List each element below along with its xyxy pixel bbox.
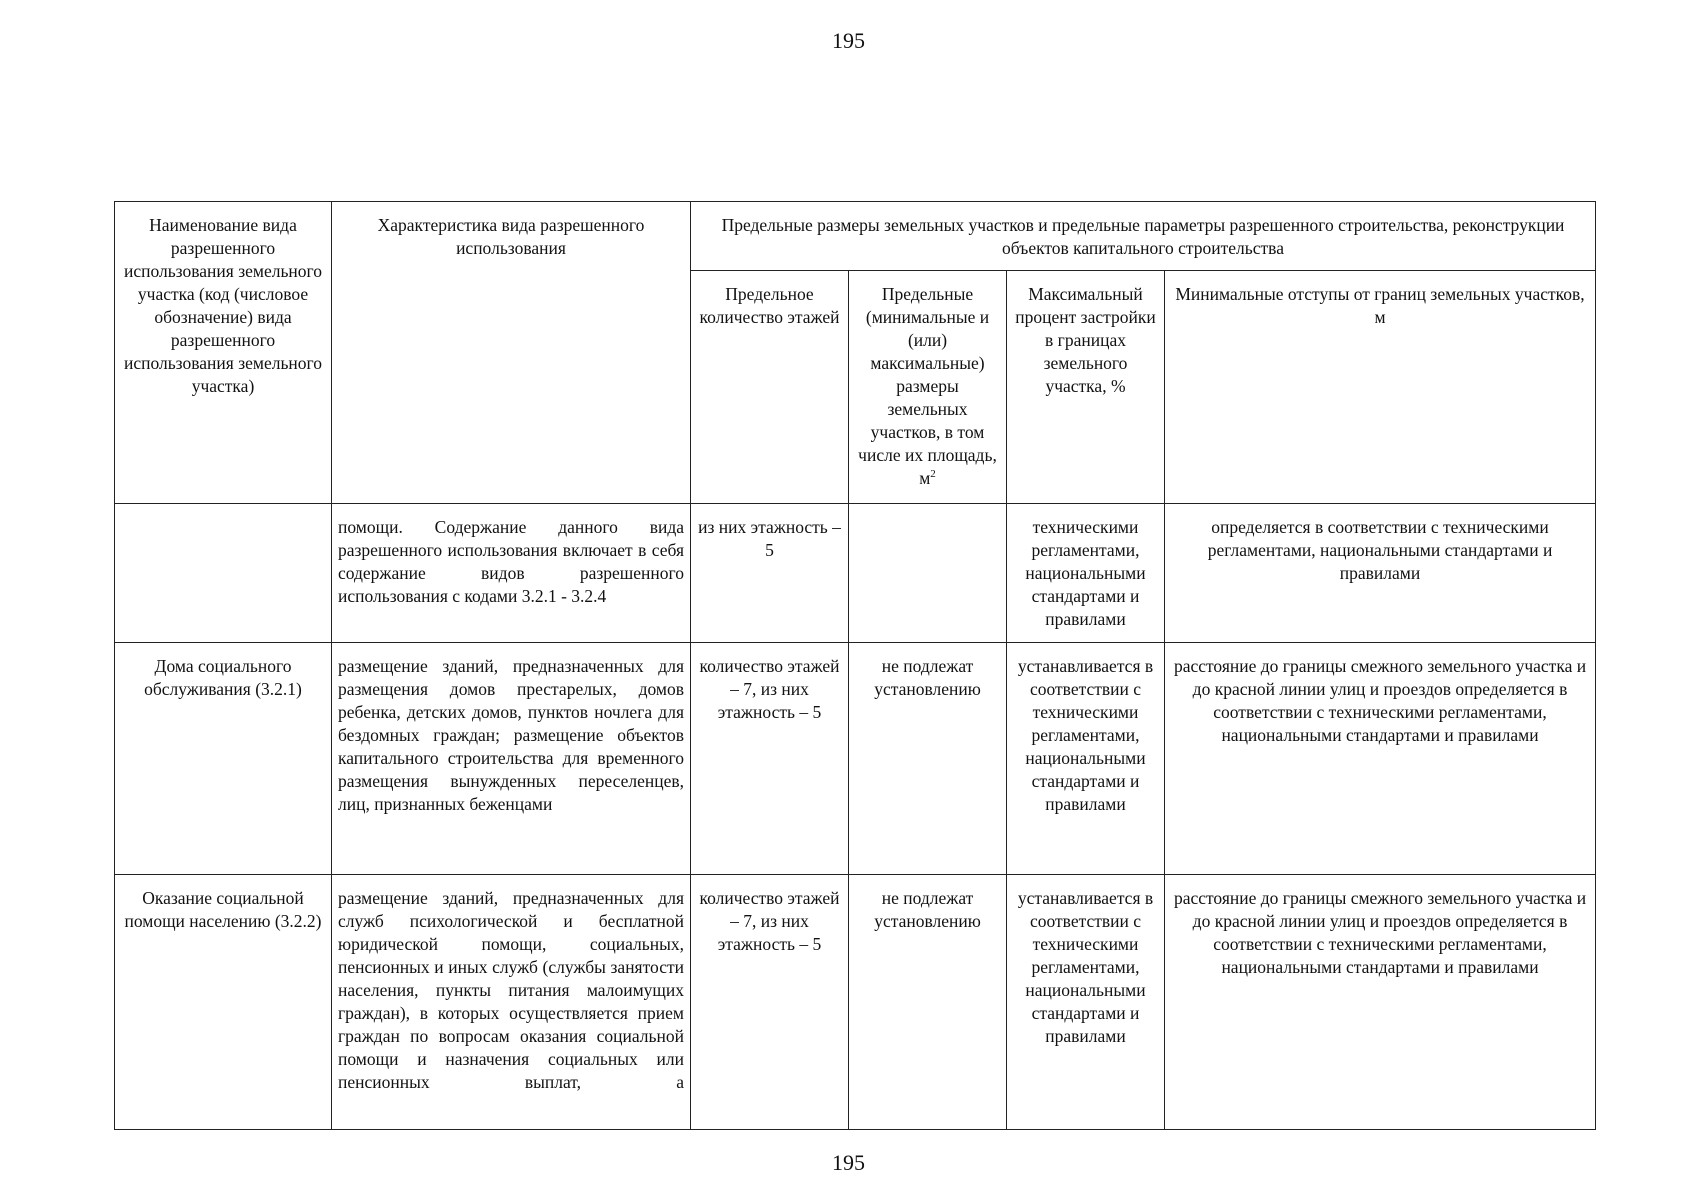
row-characteristic: размещение зданий, предназначенных для служб психологической и бесплатной юридической помощи, социальных, пенсионных и иных служб (службы занятости населения, пункты питания малоимущих граждан), в которых осуществляется прием граждан по вопросам оказания социальной помощи и назначения социальных или пенсионных выплат, а <box>332 875 691 1130</box>
table-row <box>115 875 1596 1130</box>
row-setback: определяется в соответствии с техническими регламентами, национальными стандартами и правилами <box>1165 504 1596 643</box>
header-percent: Максимальный процент застройки в границах земельного участка, % <box>1007 271 1165 504</box>
row-percent: устанавливается в соответствии с техническими регламентами, национальными стандартами и правилами <box>1007 875 1165 1130</box>
row-sizes: не подлежат установлению <box>849 875 1007 1130</box>
row-floors: количество этажей – 7, из них этажность – 5 <box>691 643 849 875</box>
row-sizes <box>849 504 1007 643</box>
row-characteristic: помощи. Содержание данного вида разрешенного использования включает в себя содержание видов разрешенного использования с кодами 3.2.1 - 3.2.4 <box>332 504 691 643</box>
table-row <box>115 643 1596 875</box>
row-setback: расстояние до границы смежного земельного участка и до красной линии улиц и проездов определяется в соответствии с техническими регламентами, национальными стандартами и правилами <box>1165 643 1596 875</box>
row-name: Дома социального обслуживания (3.2.1) <box>115 643 332 875</box>
header-row-1 <box>115 202 1596 271</box>
header-floors: Предельное количество этажей <box>691 271 849 504</box>
header-setback: Минимальные отступы от границ земельных участков, м <box>1165 271 1596 504</box>
row-setback: расстояние до границы смежного земельного участка и до красной линии улиц и проездов определяется в соответствии с техническими регламентами, национальными стандартами и правилами <box>1165 875 1596 1130</box>
row-floors: из них этажность – 5 <box>691 504 849 643</box>
header-name: Наименование вида разрешенного использования земельного участка (код (числовое обозначение) вида разрешенного использования земельного участка) <box>115 202 332 504</box>
page-number-top: 195 <box>832 28 865 53</box>
header-sizes <box>849 271 1007 504</box>
row-percent: техническими регламентами, национальными стандартами и правилами <box>1007 504 1165 643</box>
row-name <box>115 504 332 643</box>
row-name: Оказание социальной помощи населению (3.2.2) <box>115 875 332 1130</box>
page-number-bottom: 195 <box>832 1150 865 1175</box>
header-sizes-sup: 2 <box>930 468 936 481</box>
header-limits-group: Предельные размеры земельных участков и предельные параметры разрешенного строительства, реконструкции объектов капитального строительства <box>691 202 1596 271</box>
table-row <box>115 504 1596 643</box>
regulations-table <box>114 201 1596 1130</box>
row-characteristic: размещение зданий, предназначенных для размещения домов престарелых, домов ребенка, детских домов, пунктов ночлега для бездомных граждан; размещение объектов капитального строительства для временного размещения вынужденных переселенцев, лиц, признанных беженцами <box>332 643 691 875</box>
row-floors: количество этажей – 7, из них этажность – 5 <box>691 875 849 1130</box>
row-percent: устанавливается в соответствии с техническими регламентами, национальными стандартами и правилами <box>1007 643 1165 875</box>
header-characteristic: Характеристика вида разрешенного использования <box>332 202 691 504</box>
row-sizes: не подлежат установлению <box>849 643 1007 875</box>
header-sizes-text: Предельные (минимальные и (или) максимальные) размеры земельных участков, в том числе их площадь, м <box>858 284 997 488</box>
